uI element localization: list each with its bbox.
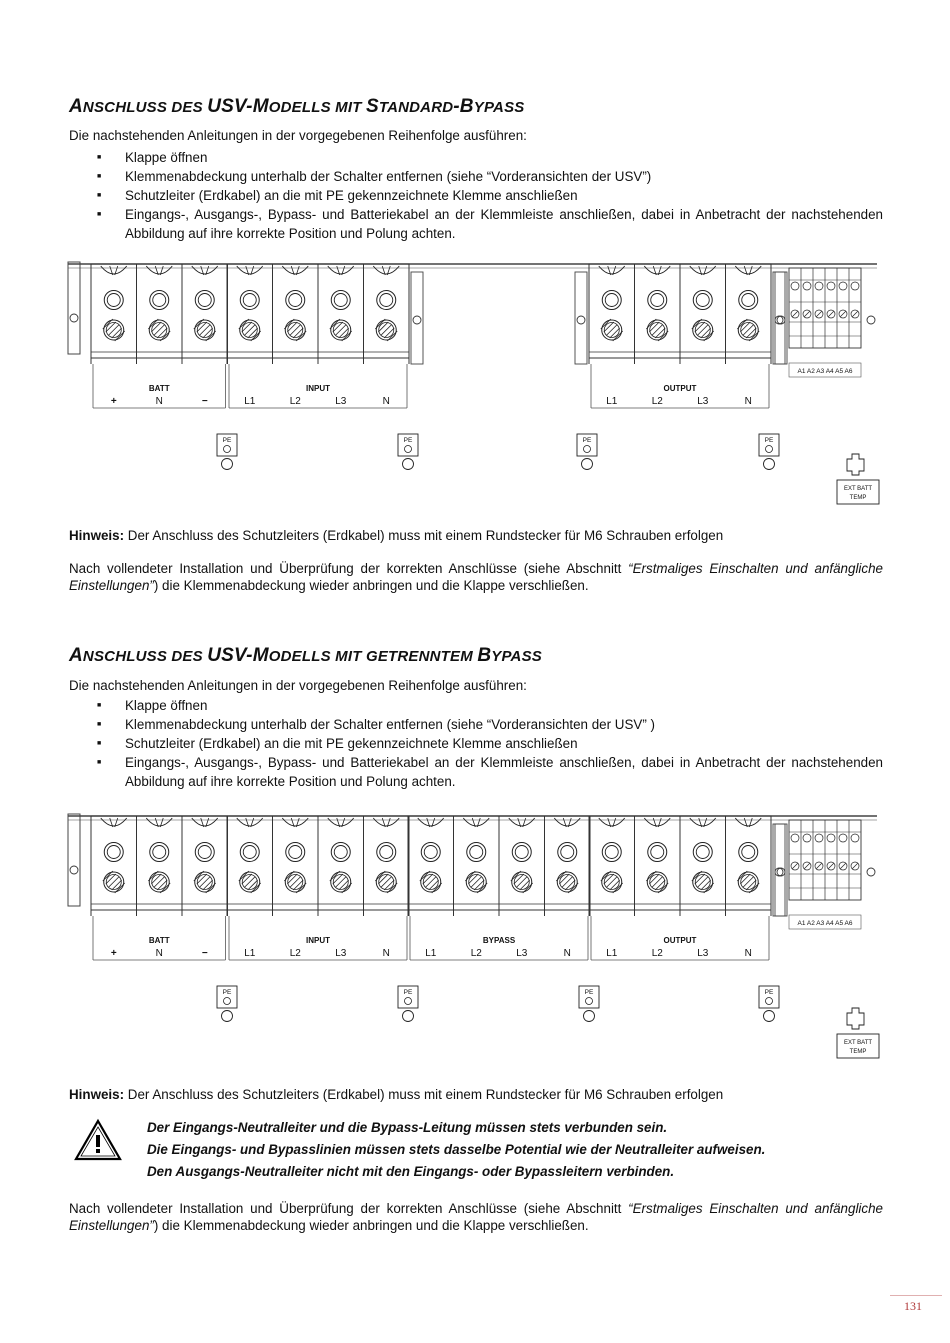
terminal-screw-slot <box>698 877 708 887</box>
terminal-screw-slot <box>704 883 714 893</box>
terminal-screw-slot <box>692 871 702 881</box>
aux-terminal-slot <box>804 863 810 869</box>
terminal-block <box>91 264 228 408</box>
ext-batt-label: EXT BATT <box>843 1040 873 1046</box>
mounting-hole <box>70 314 78 322</box>
terminal-hole <box>334 846 347 859</box>
aux-terminal-slot <box>840 311 846 317</box>
aux-terminal-slot <box>828 311 834 317</box>
aux-terminal-hole <box>839 282 847 290</box>
terminal-hole <box>198 846 211 859</box>
terminal-pole-label: L3 <box>335 396 347 407</box>
mounting-hole <box>867 316 875 324</box>
aux-terminal-slot <box>852 311 858 317</box>
terminal-screw-slot <box>342 331 352 341</box>
terminal-clamp-top <box>101 818 127 826</box>
terminal-block <box>408 816 590 960</box>
terminal-screw-slot <box>387 883 397 893</box>
terminal-screw-slot <box>375 319 385 329</box>
section2-intro: Die nachstehenden Anleitungen in der vorgegebenen Reihenfolge ausführen: <box>69 678 527 693</box>
terminal-pole-label: L2 <box>470 948 482 959</box>
terminal-end-bracket <box>575 272 587 364</box>
terminal-screw-slot <box>115 883 125 893</box>
terminal-screw-slot <box>737 871 747 881</box>
aux-terminal-hole <box>791 834 799 842</box>
terminal-screw-slot <box>426 877 436 887</box>
terminal-screw-slot <box>737 319 747 329</box>
terminal-pole-label: N <box>744 948 752 959</box>
terminal-hole <box>696 846 709 859</box>
pe-terminal-screw <box>586 998 593 1005</box>
ext-batt-temp-label: TEMP <box>849 495 867 501</box>
terminal-screw-slot <box>160 331 170 341</box>
list-item: ■ Schutzleiter (Erdkabel) an die mit PE gekennzeichnete Klemme anschließen <box>97 734 883 753</box>
terminal-screw-slot <box>148 319 158 329</box>
terminal-hole <box>198 294 211 307</box>
terminal-screw-slot <box>154 877 164 887</box>
terminal-clamp-top <box>599 818 625 826</box>
terminal-group-title: OUTPUT <box>663 384 697 393</box>
section2-heading: ANSCHLUSS DES USV-MODELLS MIT GETRENNTEM BYPASS <box>69 645 542 666</box>
aux-terminal-labels: A1 A2 A3 A4 A5 A6 <box>797 368 853 375</box>
terminal-screw-slot <box>245 325 255 335</box>
terminal-pole-label: L3 <box>697 948 709 959</box>
terminal-screw-slot <box>381 325 391 335</box>
ext-batt-temp-label: TEMP <box>849 1049 867 1055</box>
terminal-clamp-top <box>690 266 716 274</box>
terminal-screw-slot <box>206 883 216 893</box>
pe-terminal-ring <box>403 459 414 470</box>
terminal-screw-slot <box>607 325 617 335</box>
terminal-clamp-top <box>328 818 354 826</box>
terminal-group-title: INPUT <box>306 384 330 393</box>
terminal-block-body <box>91 816 228 910</box>
terminal-screw-slot <box>290 877 300 887</box>
ext-batt-connector-icon <box>847 454 864 475</box>
terminal-screw-slot <box>613 331 623 341</box>
pe-terminal-label: PE <box>584 989 594 996</box>
pe-terminal-label: PE <box>403 437 413 444</box>
terminal-screw-slot <box>239 319 249 329</box>
terminal-clamp-top <box>101 266 127 274</box>
terminal-screw-slot <box>562 877 572 887</box>
list-item: ■ Eingangs-, Ausgangs-, Bypass- und Batteriekabel an der Klemmleiste anschließen, dabei in Anbetracht der nachstehenden Abbildung auf ihre korrekte Position und Polung achten. <box>97 205 883 243</box>
pe-terminal-screw <box>584 446 591 453</box>
terminal-pole-label: L2 <box>289 396 301 407</box>
section1-final-paragraph: Nach vollendeter Installation und Überprüfung der korrekten Anschlüsse (siehe Abschnitt “Erstmaliges Einschalten und anfängliche Einstellungen”) die Klemmenabdeckung wieder anbringen und die Klappe verschließen. <box>69 561 883 593</box>
mounting-bracket <box>68 262 80 354</box>
terminal-pole-label: N <box>563 948 571 959</box>
terminal-screw-slot <box>251 331 261 341</box>
aux-terminal-slot <box>840 863 846 869</box>
terminal-screw-slot <box>330 871 340 881</box>
terminal-hole <box>742 846 755 859</box>
terminal-hole <box>424 846 437 859</box>
terminal-screw-slot <box>109 325 119 335</box>
terminal-screw-slot <box>160 883 170 893</box>
section2-bullet-list <box>97 696 883 791</box>
mounting-hole <box>413 316 421 324</box>
pe-terminal-screw <box>766 998 773 1005</box>
terminal-pole-label: L1 <box>244 396 256 407</box>
terminal-group-title: BATT <box>148 384 170 393</box>
terminal-screw-slot <box>296 883 306 893</box>
terminal-screw-slot <box>652 877 662 887</box>
terminal-pole-label: L1 <box>425 948 437 959</box>
terminal-pole-label: L2 <box>651 948 663 959</box>
pe-terminal-screw <box>224 446 231 453</box>
list-item: ■ Schutzleiter (Erdkabel) an die mit PE gekennzeichnete Klemme anschließen <box>97 186 883 205</box>
mounting-hole <box>70 866 78 874</box>
pe-terminal-label: PE <box>764 989 774 996</box>
terminal-screw-slot <box>749 331 759 341</box>
terminal-clamp-top <box>554 818 580 826</box>
terminal-screw-slot <box>704 331 714 341</box>
terminal-hole <box>153 294 166 307</box>
section1-intro: Die nachstehenden Anleitungen in der vorgegebenen Reihenfolge ausführen: <box>69 128 527 143</box>
terminal-screw-slot <box>284 319 294 329</box>
aux-terminal-slot <box>804 311 810 317</box>
pe-terminal-ring <box>764 459 775 470</box>
terminal-clamp-top <box>509 818 535 826</box>
terminal-block <box>91 816 228 960</box>
aux-terminal-block <box>775 820 875 929</box>
terminal-screw-slot <box>245 877 255 887</box>
terminal-screw-slot <box>613 883 623 893</box>
terminal-screw-slot <box>342 883 352 893</box>
mounting-hole <box>777 316 785 324</box>
aux-terminal-block <box>775 268 875 377</box>
aux-terminal-slot <box>816 311 822 317</box>
terminal-block-diagram-standard-bypass <box>65 258 895 510</box>
terminal-screw-slot <box>284 871 294 881</box>
mounting-hole <box>577 316 585 324</box>
terminal-screw-slot <box>692 319 702 329</box>
mounting-bracket <box>68 814 80 906</box>
pe-terminal-label: PE <box>403 989 413 996</box>
terminal-screw-slot <box>511 871 521 881</box>
list-item: ■ Klemmenabdeckung unterhalb der Schalter entfernen (siehe “Vorderansichten der USV” ) <box>97 715 883 734</box>
terminal-screw-slot <box>194 871 204 881</box>
terminal-hole <box>742 294 755 307</box>
terminal-screw-slot <box>477 883 487 893</box>
terminal-end-bracket <box>411 272 423 364</box>
terminal-hole <box>651 294 664 307</box>
terminal-hole <box>470 846 483 859</box>
mounting-hole <box>775 868 783 876</box>
terminal-clamp-top <box>735 266 761 274</box>
terminal-screw-slot <box>387 331 397 341</box>
mounting-hole <box>867 868 875 876</box>
terminal-clamp-top <box>282 818 308 826</box>
terminal-block <box>575 264 785 408</box>
section1-note: Hinweis: Der Anschluss des Schutzleiters (Erdkabel) muss mit einem Rundstecker für M6 Schrauben erfolgen <box>69 528 724 543</box>
terminal-hole <box>380 294 393 307</box>
mounting-hole <box>777 868 785 876</box>
terminal-hole <box>243 294 256 307</box>
terminal-screw-slot <box>109 877 119 887</box>
pe-terminal-ring <box>584 1011 595 1022</box>
terminal-hole <box>243 846 256 859</box>
terminal-screw-slot <box>607 877 617 887</box>
terminal-screw-slot <box>330 319 340 329</box>
ext-batt-label: EXT BATT <box>843 486 873 492</box>
pe-terminal-screw <box>405 446 412 453</box>
pe-terminal-ring <box>403 1011 414 1022</box>
terminal-screw-slot <box>432 883 442 893</box>
terminal-screw-slot <box>601 319 611 329</box>
pe-terminal-ring <box>222 1011 233 1022</box>
terminal-pole-label: N <box>744 396 752 407</box>
terminal-block-diagram-separate-bypass <box>65 810 895 1072</box>
pe-terminal-ring <box>764 1011 775 1022</box>
terminal-screw-slot <box>646 319 656 329</box>
terminal-screw-slot <box>658 883 668 893</box>
terminal-hole <box>380 846 393 859</box>
terminal-screw-slot <box>375 871 385 881</box>
terminal-clamp-top <box>373 266 399 274</box>
terminal-group-title: INPUT <box>306 936 330 945</box>
terminal-clamp-top <box>418 818 444 826</box>
aux-terminal-slot <box>792 863 798 869</box>
terminal-screw-slot <box>646 871 656 881</box>
terminal-pole-label: − <box>201 396 208 407</box>
terminal-hole <box>605 294 618 307</box>
terminal-screw-slot <box>601 871 611 881</box>
terminal-screw-slot <box>465 871 475 881</box>
pe-terminal-screw <box>405 998 412 1005</box>
terminal-screw-slot <box>381 877 391 887</box>
terminal-hole <box>515 846 528 859</box>
terminal-group-title: BYPASS <box>482 936 516 945</box>
terminal-pole-label: N <box>155 396 163 407</box>
list-item: ■ Klappe öffnen <box>97 696 883 715</box>
terminal-screw-slot <box>658 331 668 341</box>
terminal-clamp-top <box>237 818 263 826</box>
pe-terminal-label: PE <box>582 437 592 444</box>
terminal-pole-label: L1 <box>606 396 618 407</box>
terminal-pole-label: L1 <box>244 948 256 959</box>
terminal-clamp-top <box>644 818 670 826</box>
terminal-pole-label: L2 <box>651 396 663 407</box>
terminal-screw-slot <box>336 325 346 335</box>
terminal-clamp-top <box>463 818 489 826</box>
terminal-hole <box>334 294 347 307</box>
aux-terminal-hole <box>827 834 835 842</box>
mounting-hole <box>775 316 783 324</box>
terminal-hole <box>605 846 618 859</box>
terminal-block <box>227 816 409 960</box>
terminal-clamp-top <box>192 266 218 274</box>
warning-icon <box>73 1118 123 1162</box>
terminal-clamp-top <box>192 818 218 826</box>
aux-terminal-slot <box>816 863 822 869</box>
terminal-screw-slot <box>103 319 113 329</box>
terminal-pole-label: L3 <box>697 396 709 407</box>
terminal-clamp-top <box>644 266 670 274</box>
terminal-screw-slot <box>420 871 430 881</box>
pe-terminal-label: PE <box>222 989 232 996</box>
aux-terminal-hole <box>815 834 823 842</box>
section1-heading: ANSCHLUSS DES USV-MODELLS MIT STANDARD-BYPASS <box>69 96 525 117</box>
terminal-pole-label: N <box>155 948 163 959</box>
aux-terminal-hole <box>815 282 823 290</box>
terminal-pole-label: L3 <box>516 948 528 959</box>
terminal-screw-slot <box>200 325 210 335</box>
terminal-hole <box>561 846 574 859</box>
terminal-hole <box>289 294 302 307</box>
aux-terminal-slot <box>828 863 834 869</box>
terminal-clamp-top <box>373 818 399 826</box>
section2-note: Hinweis: Der Anschluss des Schutzleiters (Erdkabel) muss mit einem Rundstecker für M6 Schrauben erfolgen <box>69 1087 724 1102</box>
aux-terminal-slot <box>792 311 798 317</box>
pe-terminal-screw <box>766 446 773 453</box>
page-number: 131 <box>904 1299 922 1313</box>
terminal-hole <box>651 846 664 859</box>
terminal-screw-slot <box>471 877 481 887</box>
pe-terminal-label: PE <box>764 437 774 444</box>
terminal-block <box>589 816 785 960</box>
terminal-screw-slot <box>568 883 578 893</box>
terminal-pole-label: L3 <box>335 948 347 959</box>
terminal-screw-slot <box>523 883 533 893</box>
terminal-hole <box>153 846 166 859</box>
terminal-screw-slot <box>743 325 753 335</box>
terminal-group-title: BATT <box>148 936 170 945</box>
terminal-pole-label: + <box>110 948 117 959</box>
terminal-screw-slot <box>652 325 662 335</box>
aux-terminal-hole <box>851 282 859 290</box>
warning-line: Der Eingangs-Neutralleiter und die Bypass-Leitung müssen stets verbunden sein. <box>147 1120 668 1135</box>
terminal-clamp-top <box>146 266 172 274</box>
terminal-screw-slot <box>206 331 216 341</box>
page-number-rule <box>890 1295 942 1296</box>
terminal-screw-slot <box>336 877 346 887</box>
terminal-pole-label: + <box>110 396 117 407</box>
warning-line: Den Ausgangs-Neutralleiter nicht mit den Eingangs- oder Bypassleitern verbinden. <box>147 1164 675 1179</box>
warning-line: Die Eingangs- und Bypasslinien müssen stets dasselbe Potential wie der Neutralleiter aufweisen. <box>147 1142 766 1157</box>
terminal-clamp-top <box>146 818 172 826</box>
terminal-hole <box>289 846 302 859</box>
ext-batt-connector-icon <box>847 1008 864 1029</box>
terminal-clamp-top <box>328 266 354 274</box>
terminal-screw-slot <box>743 877 753 887</box>
terminal-block-body <box>91 264 228 358</box>
terminal-clamp-top <box>237 266 263 274</box>
section1-bullet-list <box>97 148 883 243</box>
terminal-screw-slot <box>251 883 261 893</box>
aux-terminal-hole <box>827 282 835 290</box>
terminal-pole-label: − <box>201 948 208 959</box>
aux-terminal-hole <box>803 282 811 290</box>
aux-terminal-hole <box>839 834 847 842</box>
terminal-screw-slot <box>154 325 164 335</box>
terminal-screw-slot <box>698 325 708 335</box>
aux-terminal-labels: A1 A2 A3 A4 A5 A6 <box>797 920 853 927</box>
terminal-screw-slot <box>200 877 210 887</box>
terminal-screw-slot <box>290 325 300 335</box>
terminal-clamp-top <box>735 818 761 826</box>
terminal-screw-slot <box>296 331 306 341</box>
terminal-clamp-top <box>690 818 716 826</box>
pe-terminal-ring <box>582 459 593 470</box>
terminal-screw-slot <box>556 871 566 881</box>
list-item: ■ Klappe öffnen <box>97 148 883 167</box>
terminal-screw-slot <box>103 871 113 881</box>
terminal-clamp-top <box>599 266 625 274</box>
aux-terminal-hole <box>851 834 859 842</box>
aux-terminal-slot <box>852 863 858 869</box>
aux-terminal-hole <box>803 834 811 842</box>
terminal-pole-label: L1 <box>606 948 618 959</box>
pe-terminal-ring <box>222 459 233 470</box>
terminal-hole <box>696 294 709 307</box>
list-item: ■ Eingangs-, Ausgangs-, Bypass- und Batteriekabel an der Klemmleiste anschließen, dabei in Anbetracht der nachstehenden Abbildung auf ihre korrekte Position und Polung achten. <box>97 753 883 791</box>
pe-terminal-label: PE <box>222 437 232 444</box>
list-item: ■ Klemmenabdeckung unterhalb der Schalter entfernen (siehe “Vorderansichten der USV”) <box>97 167 883 186</box>
terminal-pole-label: N <box>382 948 390 959</box>
terminal-screw-slot <box>239 871 249 881</box>
section2-final-paragraph: Nach vollendeter Installation und Überprüfung der korrekten Anschlüsse (siehe Abschnitt “Erstmaliges Einschalten und anfängliche Einstellungen”) die Klemmenabdeckung wieder anbringen und die Klappe verschließen. <box>69 1201 883 1233</box>
terminal-block <box>227 264 423 408</box>
terminal-screw-slot <box>115 331 125 341</box>
terminal-screw-slot <box>194 319 204 329</box>
warning-text-block <box>147 1117 765 1183</box>
terminal-hole <box>107 294 120 307</box>
terminal-screw-slot <box>148 871 158 881</box>
terminal-hole <box>107 846 120 859</box>
aux-terminal-hole <box>791 282 799 290</box>
terminal-screw-slot <box>749 883 759 893</box>
terminal-clamp-top <box>282 266 308 274</box>
terminal-screw-slot <box>517 877 527 887</box>
terminal-pole-label: N <box>382 396 390 407</box>
terminal-group-title: OUTPUT <box>663 936 697 945</box>
pe-terminal-screw <box>224 998 231 1005</box>
terminal-pole-label: L2 <box>289 948 301 959</box>
